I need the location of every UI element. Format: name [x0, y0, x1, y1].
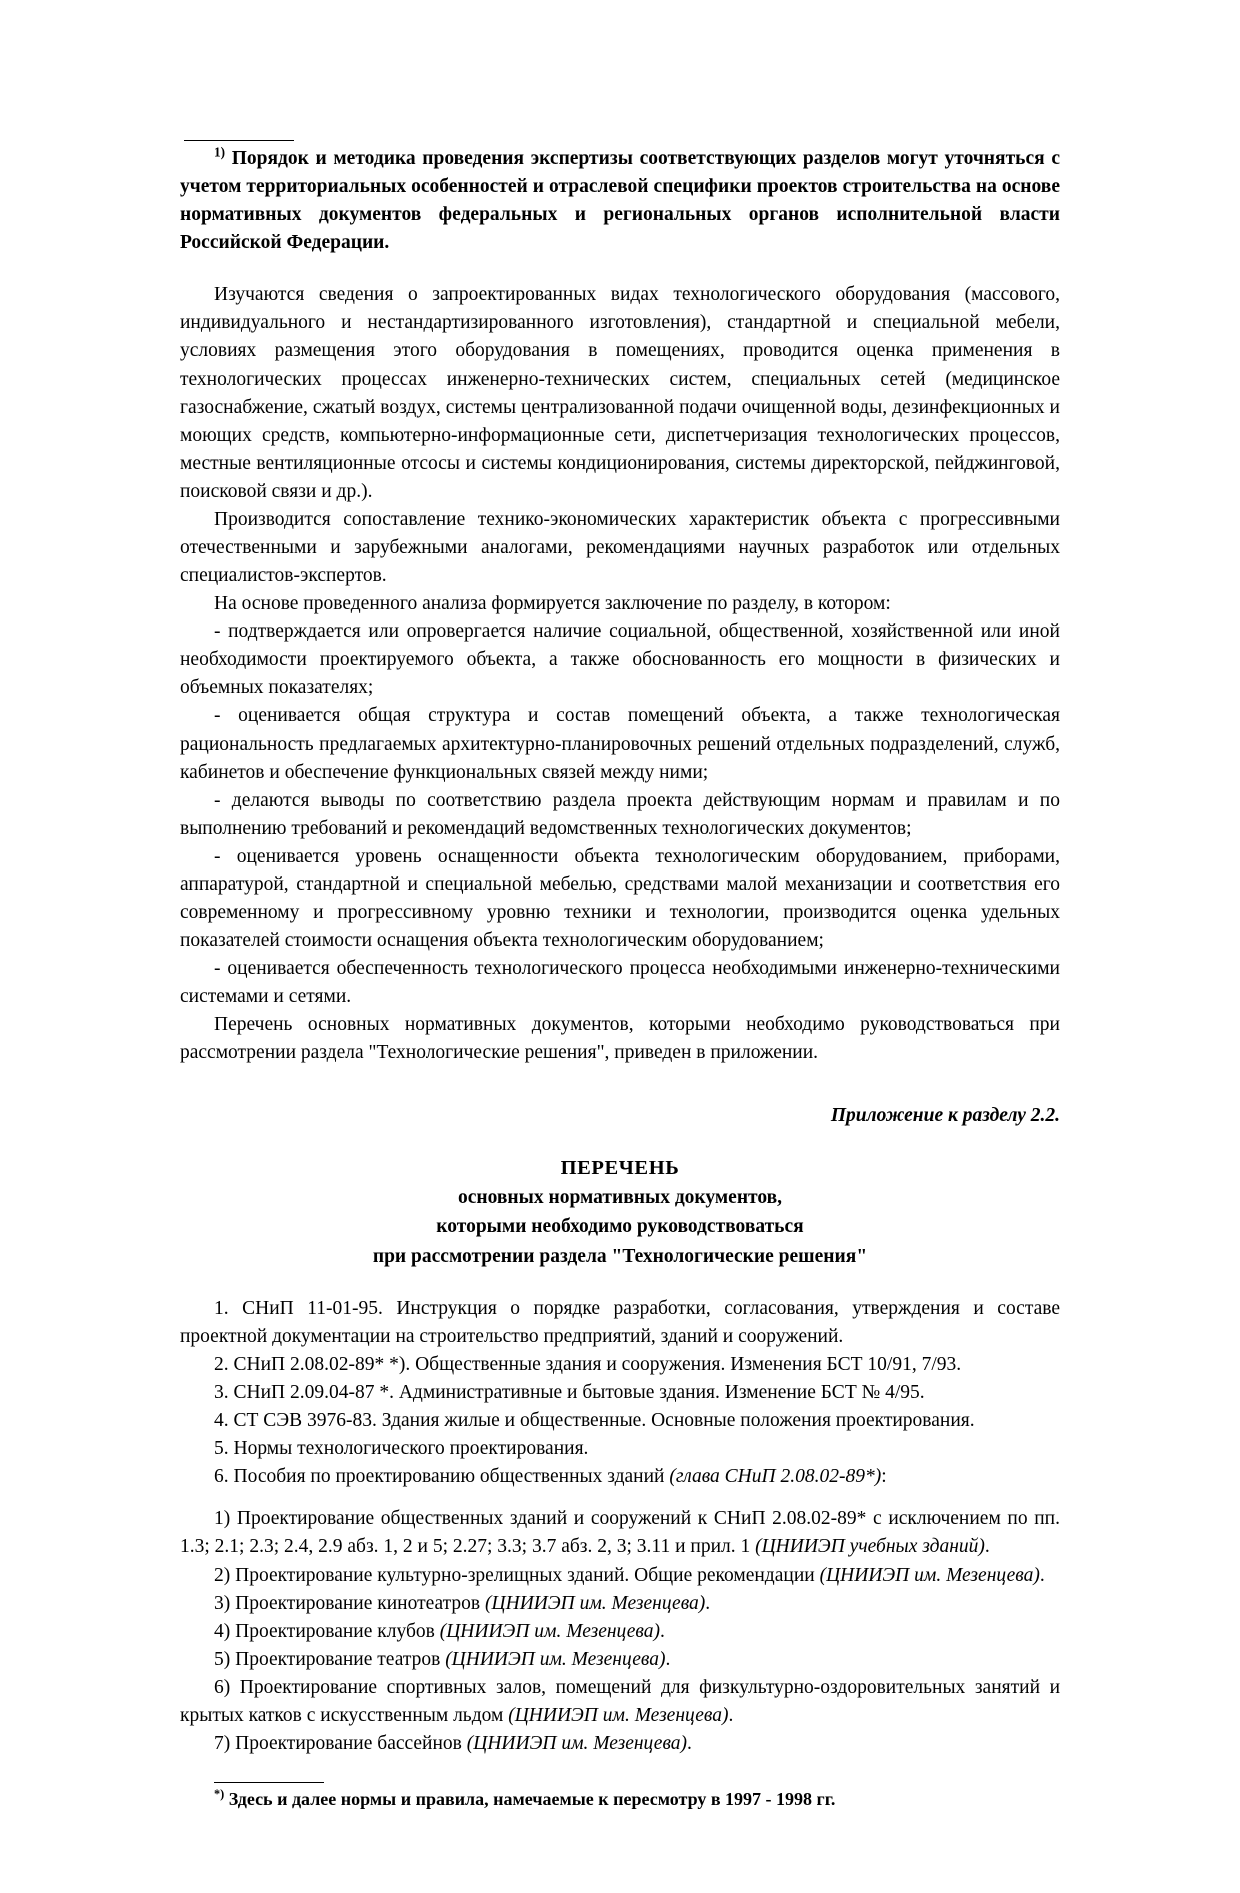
top-footnote: [180, 145, 1060, 257]
sub-item-3: [180, 1590, 1060, 1618]
heading-line-3: при рассмотрении раздела "Технологические решения": [372, 1245, 868, 1267]
sub-item-1-suffix: .: [984, 1536, 990, 1558]
paragraph-9: Перечень основных нормативных документов, которыми необходимо руководствоваться при рассмотрении раздела "Технологические решения", приведен в приложении.: [180, 1014, 1060, 1064]
paragraph-6: - делаются выводы по соответствию раздела проекта действующим нормам и правилам и по выполнению требований и рекомендаций ведомственных технологических документов;: [180, 789, 1060, 839]
sub-item-4-suffix: .: [660, 1620, 665, 1642]
list-item-6: [180, 1463, 1060, 1491]
sub-item-6-suffix: .: [728, 1704, 734, 1726]
heading-line-2: которыми необходимо руководствоваться: [436, 1216, 804, 1238]
sub-item-2: [180, 1562, 1060, 1590]
list-item-6-prefix: 6. Пособия по проектированию общественных зданий: [214, 1466, 670, 1488]
heading-line-1: основных нормативных документов,: [457, 1187, 783, 1209]
document-content: [180, 140, 1060, 1813]
footnote-separator-bottom: [214, 1782, 324, 1783]
sub-item-2-text: 2) Проектирование культурно-зрелищных зданий. Общие рекомендации: [214, 1564, 820, 1586]
sub-item-5-source: (ЦНИИЭП им. Мезенцева): [445, 1648, 666, 1670]
sub-item-1-text: 1) Проектирование общественных зданий и сооружений к СНиП 2.08.02-89* с исключением по пп. 1.3; 2.1; 2.3; 2.4, 2.9 абз. 1, 2 и 5; 2.27; 3.3; 3.7 абз. 2, 3; 3.11 и прил. 1: [180, 1508, 1060, 1558]
list-item-4: 4. СТ СЭВ 3976-83. Здания жилые и общественные. Основные положения проектирования.: [214, 1410, 975, 1432]
sub-item-7-source: (ЦНИИЭП им. Мезенцева): [466, 1733, 688, 1755]
list-item-3: 3. СНиП 2.09.04-87 *. Административные и бытовые здания. Изменение БСТ № 4/95.: [214, 1382, 925, 1404]
paragraph-5: - оценивается общая структура и состав помещений объекта, а также технологическая рациональность предлагаемых архитектурно-планировочных решений отдельных подразделений, служб, кабинетов и обеспечение функциональных связей между ними;: [180, 705, 1060, 783]
paragraph-7: - оценивается уровень оснащенности объекта технологическим оборудованием, приборами, аппаратурой, стандартной и специальной мебелью, средствами малой механизации и соответствия его современному и прогрессивному уровню техники и технологии, производится оценка удельных показателей стоимости оснащения объекта технологическим оборудованием;: [180, 845, 1060, 952]
sub-item-6-source: (ЦНИИЭП им. Мезенцева): [508, 1704, 729, 1726]
top-footnote-marker: 1): [214, 144, 226, 160]
paragraph-2: Производится сопоставление технико-экономических характеристик объекта с прогрессивными отечественными и зарубежными аналогами, рекомендациями научных разработок или отдельных специалистов-экспертов.: [180, 508, 1060, 587]
list-item-6-suffix: :: [881, 1466, 887, 1488]
top-footnote-text: Порядок и методика проведения экспертизы соответствующих разделов могут уточняться с учетом территориальных особенностей и отраслевой специфики проектов строительства на основе нормативных документов федеральных и региональных органов исполнительной власти Российской Федерации.: [180, 148, 1060, 254]
sub-item-2-suffix: .: [1039, 1564, 1045, 1586]
sub-item-6: [180, 1674, 1060, 1730]
sub-item-4: [180, 1618, 1060, 1646]
bottom-footnote-text: Здесь и далее нормы и правила, намечаемые к пересмотру в 1997 - 1998 гг.: [224, 1789, 836, 1810]
paragraph-1: Изучаются сведения о запроектированных видах технологического оборудования (массового, индивидуального и нестандартизированного изготовления), стандартной и специальной мебели, условиях размещения этого оборудования в помещениях, проводится оценка применения в технологических процессах инженерно-технических систем, специальных сетей (медицинское газоснабжение, сжатый воздух, системы централизованной подачи очищенной воды, дезинфекционных и моющих средств, компьютерно-информационные сети, диспетчеризация технологических процессов, местные вентиляционные отсосы и системы кондиционирования, системы директорской, пейджинговой, поисковой связи и др.).: [180, 284, 1060, 502]
sub-item-4-source: (ЦНИИЭП им. Мезенцева): [439, 1620, 660, 1642]
paragraph-3: На основе проведенного анализа формируется заключение по разделу, в котором:: [214, 593, 891, 615]
sub-item-6-text: 6) Проектирование спортивных залов, помещений для физкультурно-оздоровительных занятий и крытых катков с искусственным льдом: [180, 1676, 1060, 1726]
sub-item-7-text: 7) Проектирование бассейнов: [214, 1733, 467, 1755]
bottom-footnote: [180, 1787, 1060, 1813]
sub-item-1-source: (ЦНИИЭП учебных зданий): [755, 1536, 985, 1558]
sub-item-5: [180, 1646, 1060, 1674]
paragraph-4: - подтверждается или опровергается наличие социальной, общественной, хозяйственной или иной необходимости проектируемого объекта, а также обоснованность его мощности в физических и объемных показателях;: [180, 621, 1060, 699]
sub-item-5-text: 5) Проектирование театров: [214, 1648, 446, 1670]
list-item-5: 5. Нормы технологического проектирования.: [214, 1438, 589, 1460]
sub-item-7: [180, 1730, 1060, 1758]
appendix-label: Приложение к разделу 2.2.: [830, 1104, 1060, 1126]
sub-item-3-source: (ЦНИИЭП им. Мезенцева): [485, 1592, 706, 1614]
sub-item-7-suffix: .: [687, 1733, 692, 1755]
sub-item-2-source: (ЦНИИЭП им. Мезенцева): [819, 1564, 1040, 1586]
list-item-6-source: (глава СНиП 2.08.02-89*): [669, 1466, 882, 1488]
sub-item-3-text: 3) Проектирование кинотеатров: [214, 1592, 486, 1614]
sub-item-5-suffix: .: [665, 1648, 671, 1670]
bottom-footnote-marker: *): [214, 1787, 225, 1802]
paragraph-8: - оценивается обеспеченность технологического процесса необходимыми инженерно-техническими системами и сетями.: [180, 958, 1060, 1008]
sub-item-1: [180, 1505, 1060, 1561]
list-item-1: 1. СНиП 11-01-95. Инструкция о порядке разработки, согласования, утверждения и составе проектной документации на строительство предприятий, зданий и сооружений.: [180, 1297, 1060, 1347]
footnote-separator-top: [184, 140, 294, 141]
sub-item-3-suffix: .: [705, 1592, 711, 1614]
sub-item-4-text: 4) Проектирование клубов: [214, 1620, 440, 1642]
heading-title: ПЕРЕЧЕНЬ: [560, 1156, 680, 1179]
list-item-2: 2. СНиП 2.08.02-89* *). Общественные здания и сооружения. Изменения БСТ 10/91, 7/93.: [214, 1354, 962, 1375]
